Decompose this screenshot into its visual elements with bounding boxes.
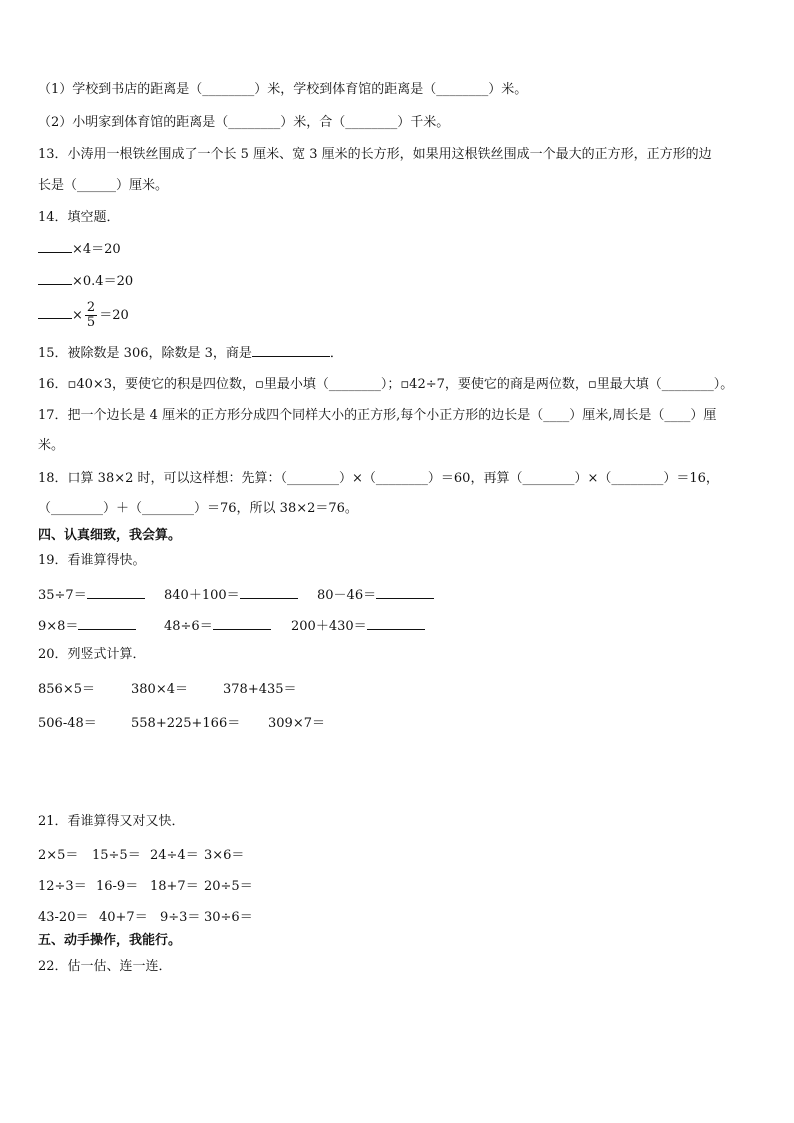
q18-text-a: 18．口算 38×2 时，可以这样想：先算：（________）×（________）＝60，再算（________）×（________）＝16， [38, 471, 719, 486]
q19-expr: 35÷7＝ [38, 588, 87, 603]
q14-text: 14．填空题． [38, 210, 120, 225]
q21-item: 30÷6＝ [204, 910, 253, 925]
q19-expr: 200＋430＝ [291, 619, 367, 634]
q19-expr: 48÷6＝ [164, 619, 213, 634]
section-5-heading [38, 932, 181, 950]
answer-blank[interactable] [87, 586, 145, 599]
question-20-title [38, 646, 146, 664]
q21-item: 2×5＝ [38, 848, 79, 863]
q21-item: 16-9＝ [96, 879, 139, 894]
q21-item: 24÷4＝ [150, 848, 199, 863]
question-15 [38, 344, 343, 363]
times-sign: × [72, 308, 83, 323]
q20-item: 380×4＝ [131, 682, 188, 697]
q21-item: 15÷5＝ [92, 848, 141, 863]
section-4-text: 四、认真细致，我会算。 [38, 528, 182, 543]
question-13-line-1 [38, 146, 712, 164]
q14-item-1 [38, 240, 121, 259]
question-18-line-1 [38, 470, 719, 488]
answer-blank[interactable] [213, 617, 271, 630]
q13-text-b: 长是（______）厘米。 [38, 178, 169, 193]
question-17-line-2 [38, 437, 64, 455]
answer-blank[interactable] [38, 272, 72, 285]
q18-text-b: （________）＋（________）＝76，所以 38×2＝76。 [38, 501, 358, 516]
q20-item: 309×7＝ [268, 716, 325, 731]
q19-expr: 9×8＝ [38, 619, 79, 634]
answer-blank[interactable] [367, 617, 425, 630]
q14-item-2 [38, 272, 133, 291]
q19-expr: 80－46＝ [317, 588, 377, 603]
q21-item: 9÷3＝ [160, 910, 201, 925]
fraction-denominator: 5 [86, 315, 96, 330]
q22-text: 22．估一估、连一连． [38, 959, 172, 974]
q21-item: 12÷3＝ [38, 879, 87, 894]
q20-item: 506-48＝ [38, 716, 97, 731]
question-17-line-1 [38, 407, 716, 425]
question-19-title [38, 552, 146, 570]
q12-2-text: （2）小明家到体育馆的距离是（________）米，合（________）千米。 [38, 115, 450, 130]
q20-item: 378+435＝ [223, 682, 297, 697]
q14-item-1-text: ×4＝20 [72, 242, 121, 257]
answer-blank[interactable] [252, 344, 330, 357]
q21-item: 40+7＝ [99, 910, 148, 925]
q19-expr: 840＋100＝ [164, 588, 240, 603]
question-12-part-1 [38, 81, 527, 99]
q21-text: 21．看谁算得又对又快． [38, 814, 185, 829]
q17-text-b: 米。 [38, 438, 65, 453]
q14-item-3 [38, 296, 129, 336]
fraction-numerator: 2 [86, 300, 96, 315]
answer-blank[interactable] [38, 240, 72, 253]
q19-text: 19．看谁算得快。 [38, 553, 146, 568]
question-21-title [38, 813, 185, 831]
question-12-part-2 [38, 114, 449, 132]
answer-blank[interactable] [38, 306, 72, 319]
answer-blank[interactable] [240, 586, 298, 599]
q19-item [291, 615, 425, 634]
answer-blank[interactable] [78, 617, 136, 630]
q21-item: 43-20＝ [38, 910, 89, 925]
q19-item [38, 584, 145, 603]
q19-item [164, 615, 271, 634]
q17-text-a: 17．把一个边长是 4 厘米的正方形分成四个同样大小的正方形,每个小正方形的边长是（____）厘米,周长是（____）厘 [38, 408, 717, 423]
q21-item: 20÷5＝ [204, 879, 253, 894]
q20-item: 856×5＝ [38, 682, 95, 697]
q20-item: 558+225+166＝ [131, 716, 241, 731]
q15-end: ． [329, 346, 343, 361]
q19-item [164, 584, 298, 603]
question-13-line-2 [38, 177, 168, 195]
q14-item-2-text: ×0.4＝20 [72, 274, 134, 289]
q15-text: 15．被除数是 306，除数是 3，商是 [38, 346, 252, 361]
q13-text-a: 13．小涛用一根铁丝围成了一个长 5 厘米、宽 3 厘米的长方形，如果用这根铁丝围成一个最大的正方形，正方形的边 [38, 147, 712, 162]
question-16 [38, 376, 733, 394]
question-18-line-2 [38, 500, 358, 518]
question-22-title [38, 958, 172, 976]
q21-item: 18+7＝ [150, 879, 199, 894]
section-5-text: 五、动手操作，我能行。 [38, 933, 182, 948]
q20-text: 20．列竖式计算． [38, 647, 146, 662]
q19-item [317, 584, 434, 603]
q21-item: 3×6＝ [204, 848, 245, 863]
answer-blank[interactable] [376, 586, 434, 599]
section-4-heading [38, 527, 181, 545]
question-14-title [38, 209, 120, 227]
q12-1-text: （1）学校到书店的距离是（________）米，学校到体育馆的距离是（________）米。 [38, 82, 528, 97]
fraction [85, 301, 97, 330]
q19-item [38, 615, 136, 634]
q16-text: 16．▫40×3，要使它的积是四位数，▫里最小填（________）；▫42÷7，要使它的商是两位数，▫里最大填（________）。 [38, 377, 734, 392]
q14-item-3-eq: ＝20 [99, 308, 129, 323]
